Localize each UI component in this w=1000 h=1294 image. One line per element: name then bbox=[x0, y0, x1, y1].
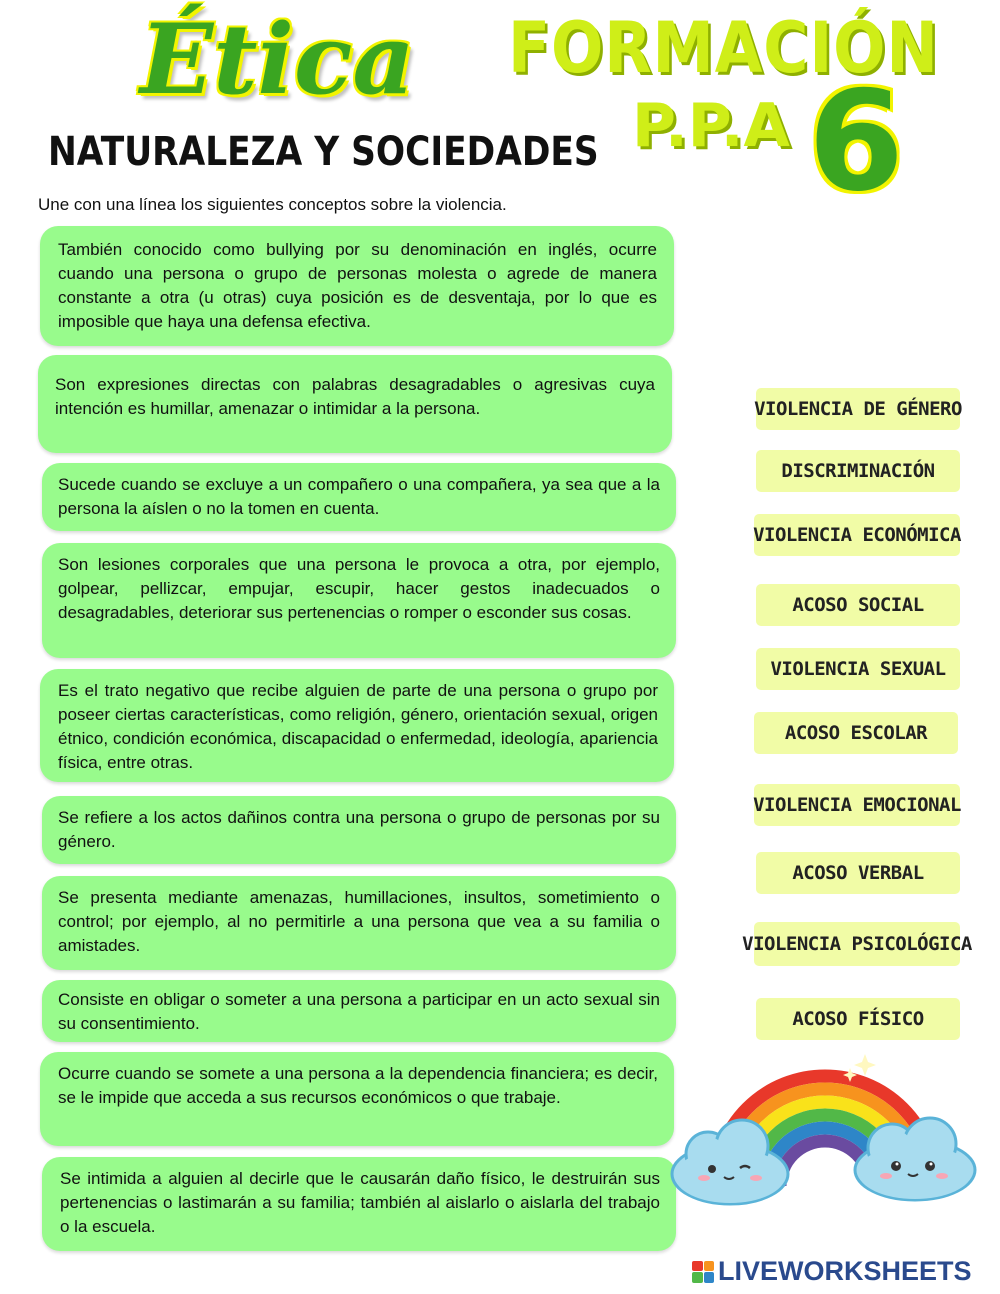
description-box-2[interactable] bbox=[38, 355, 672, 453]
description-box-3[interactable] bbox=[42, 463, 676, 531]
description-text: Ocurre cuando se somete a una persona a la dependencia financiera; es decir, se le impide que acceda a sus recursos económicos o que trabaje. bbox=[58, 1064, 658, 1107]
description-text: Sucede cuando se excluye a un compañero o una compañera, ya sea que a la persona la aíslen o no la tomen en cuenta. bbox=[58, 475, 660, 518]
description-text: También conocido como bullying por su denominación en inglés, ocurre cuando una persona o grupo de personas molesta o agrede de manera constante a otra (u otras) cuya posición es de desventaja, por lo que es imposible que haya una defensa efectiva. bbox=[58, 240, 657, 331]
term-label: VIOLENCIA DE GÉNERO bbox=[754, 398, 962, 420]
description-text: Se refiere a los actos dañinos contra una persona o grupo de personas por su género. bbox=[58, 808, 660, 851]
brand-mark-icon bbox=[692, 1261, 714, 1283]
description-box-9[interactable] bbox=[40, 1052, 674, 1146]
description-box-10[interactable] bbox=[42, 1157, 676, 1251]
term-label: VIOLENCIA PSICOLÓGICA bbox=[742, 933, 972, 955]
term-label: VIOLENCIA EMOCIONAL bbox=[753, 794, 961, 816]
description-box-7[interactable] bbox=[42, 876, 676, 970]
term-discriminacion[interactable] bbox=[756, 450, 960, 492]
term-label: ACOSO ESCOLAR bbox=[784, 722, 928, 744]
term-violencia-emocional[interactable] bbox=[754, 784, 960, 826]
description-text: Se presenta mediante amenazas, humillaciones, insultos, sometimiento o control; por ejemplo, al no permitirle a una persona que vea a su familia o amistades. bbox=[58, 888, 660, 955]
description-box-1[interactable] bbox=[40, 226, 674, 346]
term-label: VIOLENCIA SEXUAL bbox=[770, 658, 946, 680]
term-acoso-escolar[interactable] bbox=[754, 712, 958, 754]
title-formacion: FORMACIÓN bbox=[508, 7, 939, 89]
description-text: Consiste en obligar o someter a una persona a participar en un acto sexual sin su consentimiento. bbox=[58, 990, 660, 1033]
term-acoso-fisico[interactable] bbox=[756, 998, 960, 1040]
term-label: ACOSO SOCIAL bbox=[792, 594, 924, 616]
term-label: VIOLENCIA ECONÓMICA bbox=[753, 524, 961, 546]
subtitle: NATURALEZA Y SOCIEDADES bbox=[48, 129, 599, 175]
description-box-4[interactable] bbox=[42, 543, 676, 658]
description-text: Son expresiones directas con palabras desagradables o agresivas cuya intención es humillar, amenazar o intimidar a la persona. bbox=[55, 375, 655, 418]
term-acoso-social[interactable] bbox=[756, 584, 960, 626]
description-text: Es el trato negativo que recibe alguien de parte de una persona o grupo por poseer ciertas características, como religión, género, orientación sexual, origen étnico, condición económica, discapacidad o enfermedad, ideología, apariencia física, entre otras. bbox=[58, 681, 658, 772]
rainbow-illustration bbox=[660, 1036, 990, 1216]
description-text: Se intimida a alguien al decirle que le causarán daño físico, le destruirán sus pertenencias o lastimarán a su familia; también al aislarlo o aislarla del trabajo o la escuela. bbox=[60, 1169, 660, 1236]
description-box-6[interactable] bbox=[42, 796, 676, 864]
grade-number: 6 bbox=[808, 61, 905, 222]
term-violencia-sexual[interactable] bbox=[756, 648, 960, 690]
term-label: DISCRIMINACIÓN bbox=[781, 460, 935, 482]
term-acoso-verbal[interactable] bbox=[756, 852, 960, 894]
term-violencia-economica[interactable] bbox=[754, 514, 960, 556]
title-ppa: P.P.A bbox=[632, 91, 790, 161]
liveworksheets-logo[interactable] bbox=[692, 1256, 972, 1287]
brand-name: LIVEWORKSHEETS bbox=[718, 1256, 972, 1286]
title-etica: Ética bbox=[140, 3, 415, 116]
instruction: Une con una línea los siguientes conceptos sobre la violencia. bbox=[38, 195, 507, 214]
term-violencia-de-genero[interactable] bbox=[756, 388, 960, 430]
description-box-5[interactable] bbox=[40, 669, 674, 782]
term-label: ACOSO VERBAL bbox=[792, 862, 924, 884]
description-box-8[interactable] bbox=[42, 980, 676, 1042]
description-text: Son lesiones corporales que una persona le provoca a otra, por ejemplo, golpear, pellizcar, empujar, escupir, hacer gestos inadecuados o desagradables, deteriorar sus pertenencias o romper o esconder sus cosas. bbox=[58, 555, 660, 622]
term-label: ACOSO FÍSICO bbox=[792, 1008, 924, 1030]
term-violencia-psicologica[interactable] bbox=[742, 922, 972, 966]
